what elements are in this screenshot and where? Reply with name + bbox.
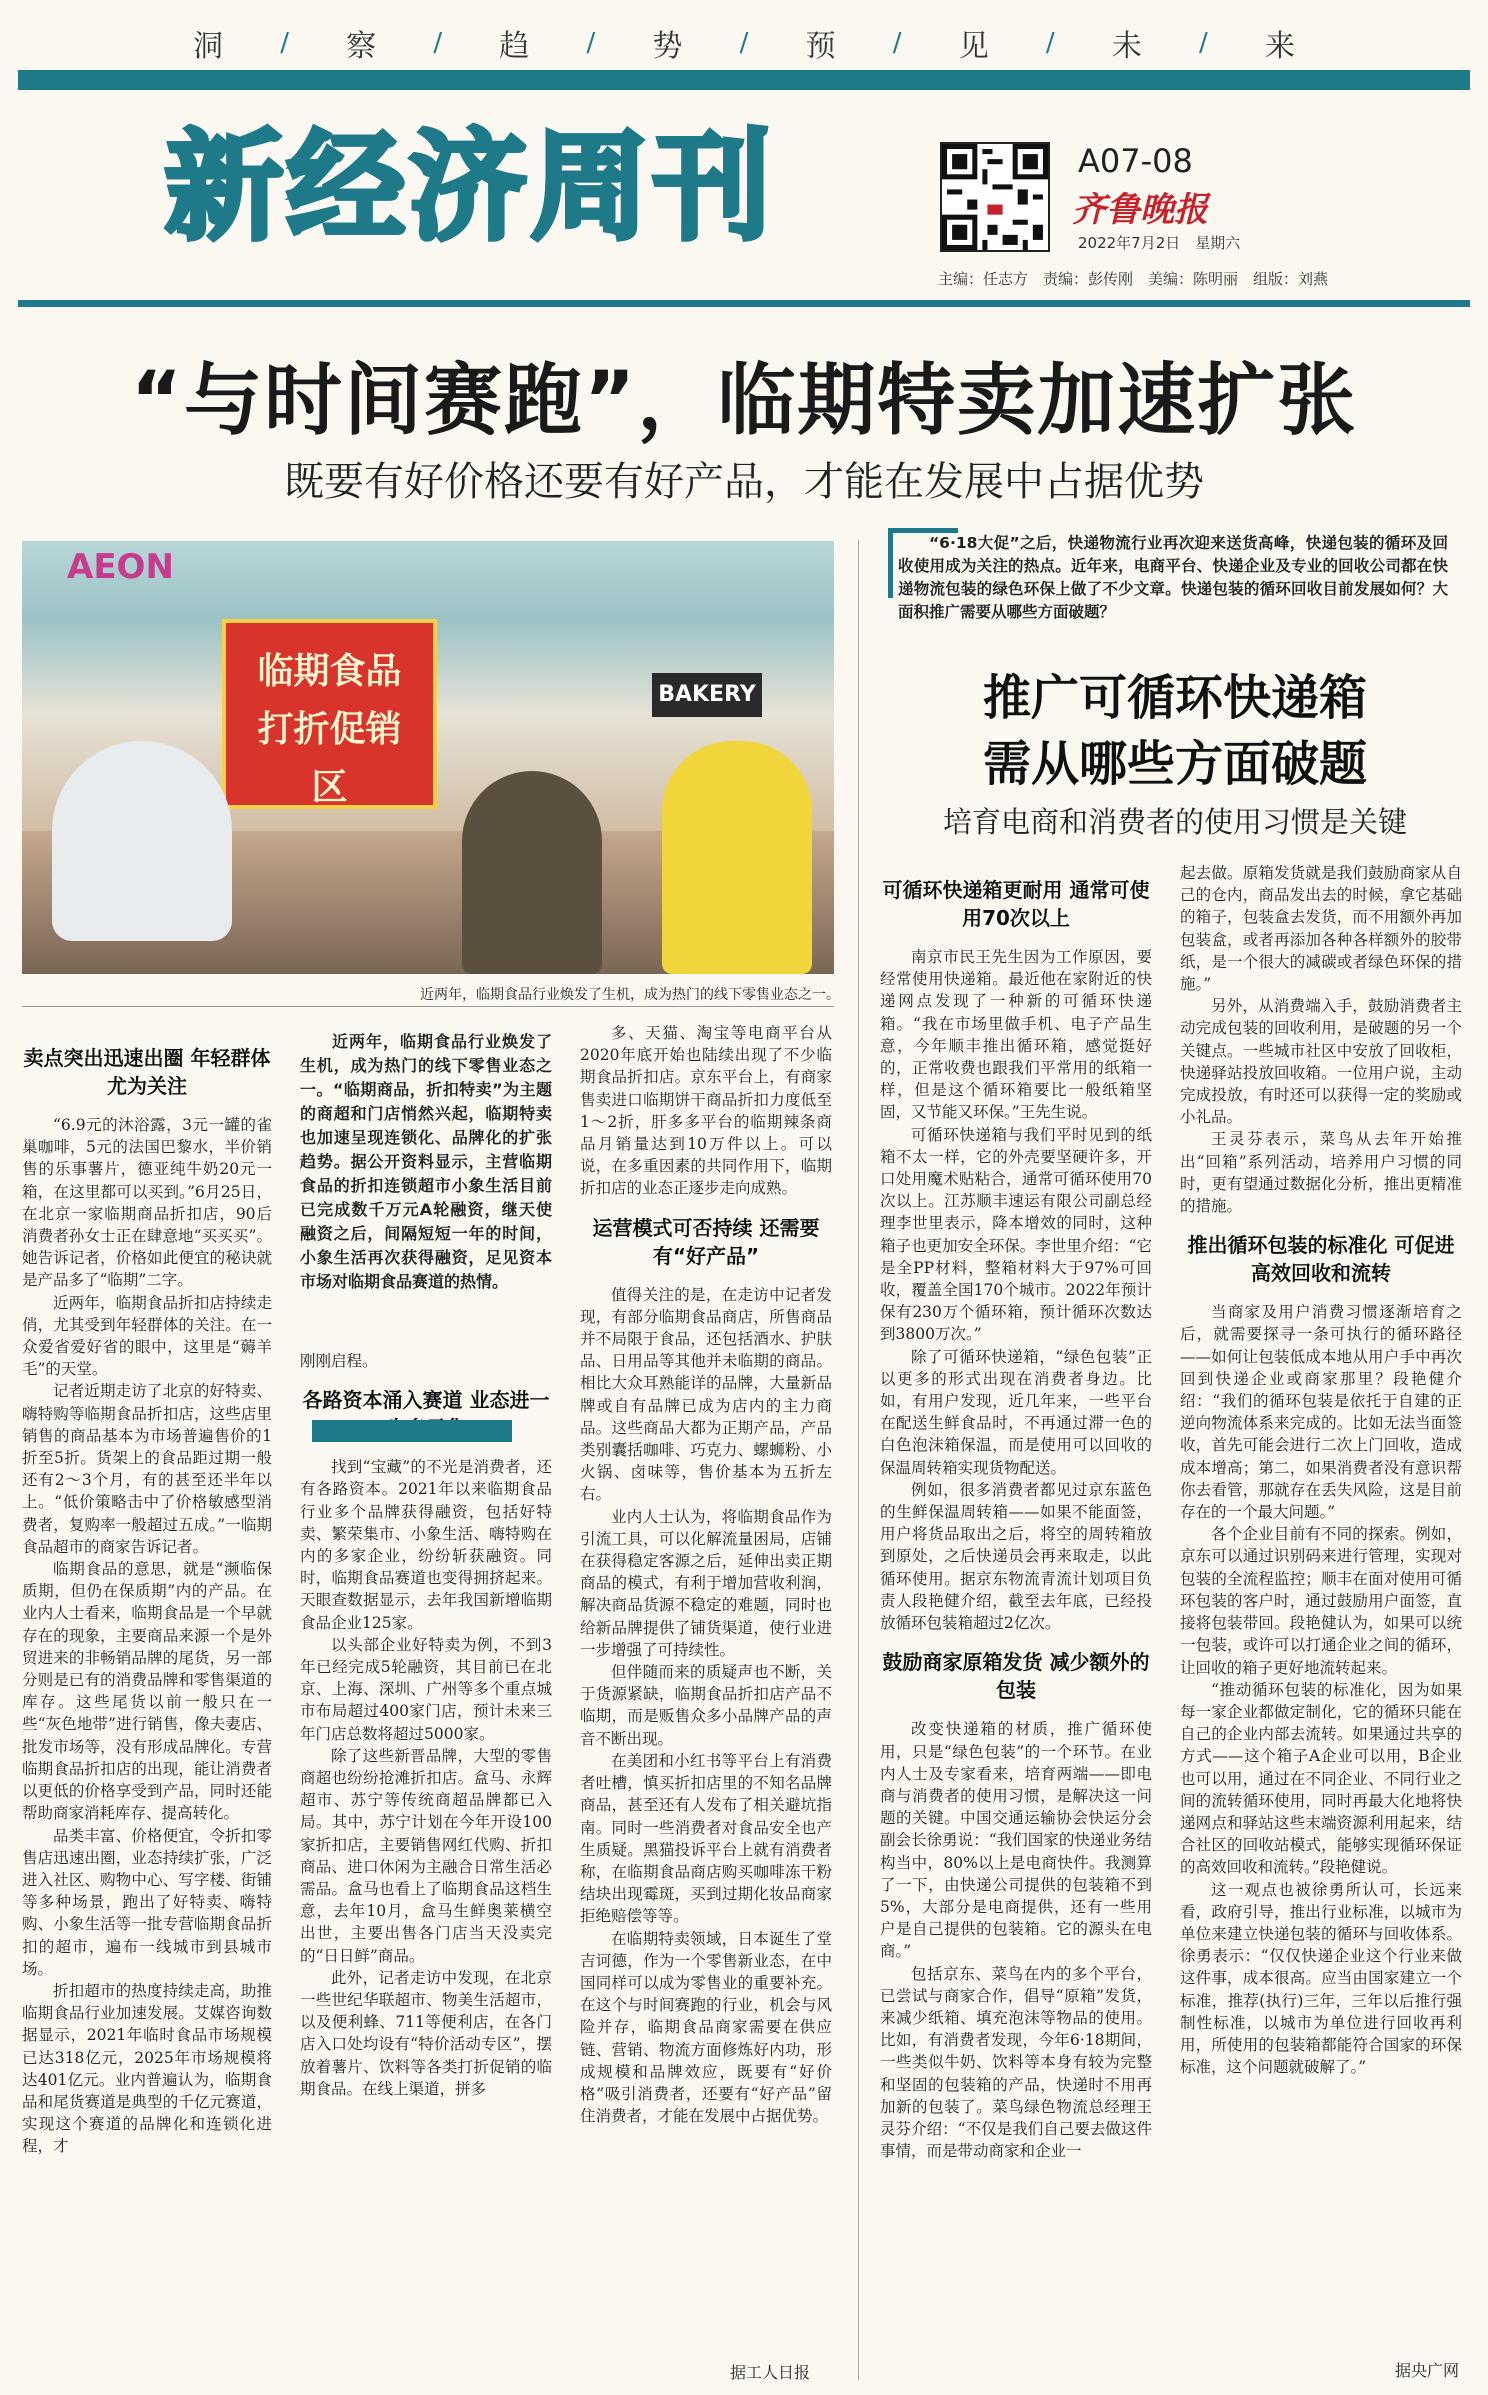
masthead-title: 新经济周刊 — [165, 118, 776, 256]
source-credit: 据工人日报 — [730, 2363, 811, 2382]
paragraph: 在临期特卖领域，日本诞生了堂吉诃德，作为一个零售新业态，在中国同样可以成为零售业的重要补充。在这个与时间赛跑的行业，机会与风险并存，临期食品商家需要在供应链、营销、物流方面修炼好内功，形成规模和品牌效应，既要有“好价格”吸引消费者，还要有“好产品”留住消费者，才能在发展中占据优势。 — [580, 1929, 832, 2126]
paragraph: 王灵芬表示，菜鸟从去年开始推出“回箱”系列活动，培养用户习惯的同时，更有望通过数据化分析，推出更精准的措施。 — [1180, 1130, 1462, 1216]
source-credit: 据央广网 — [1395, 2361, 1460, 2380]
shopper-figure — [662, 741, 812, 974]
paragraph: 找到“宝藏”的不光是消费者，还有各路资本。2021年以来临期食品行业多个品牌获得融资，包括好特卖、繁荣集市、小象生活、嗨特购在内的多家企业，纷纷斩获融资。同时，临期食品赛道也变得拥挤起来。天眼查数据显示，去年我国新增临期食品企业125家。 — [300, 1458, 552, 1632]
section-heading: 各路资本涌入赛道 业态进一 — [302, 1388, 550, 1413]
slogan-bar: 洞 / 察 / 趋 / 势 / 预 / 见 / 未 / 来 — [18, 18, 1470, 68]
paragraph: 业内人士认为，将临期食品作为引流工具，可以化解流量困局，店铺在获得稳定客源之后，延伸出卖正期商品的模式，有利于增加营收利润，解决商品货源不稳定的难题，同时也给新品牌提供了铺货渠道，使行业进一步增强了可持续性。 — [580, 1507, 832, 1659]
paragraph: 临期食品的意思，就是“濒临保质期，但仍在保质期”内的产品。在业内人士看来，临期食品是一个早就存在的现象，主要商品来源一个是外贸进来的非畅销品牌的尾货，另一部分则是已有的消费品牌和零售渠道的库存。这些尾货以前一般只在一些“灰色地带”进行销售，像夫妻店、批发市场等，没有形成品牌化。专营临期食品折扣店的出现，能让消费者以更低的价格享受到产品，同时还能帮助商家消耗库存、提高转化。 — [22, 1560, 272, 1823]
green-bar — [312, 1420, 512, 1442]
lead-column-3 — [580, 1022, 832, 2127]
paragraph: 刚刚启程。 — [300, 1352, 378, 1370]
slogan-char: 见 — [958, 29, 989, 64]
slogan-char: 势 — [652, 29, 683, 64]
qr-code-icon — [940, 142, 1050, 252]
headline-line: 推广可循环快递箱 — [982, 670, 1367, 726]
slogan-char: 趋 — [499, 29, 530, 64]
paragraph: 除了可循环快递箱，“绿色包装”正以更多的形式出现在消费者身边。比如，有用户发现，近几年来，一些平台在配送生鲜食品时，不再通过滞一色的白色泡沫箱保温，而是使用可以回收的保温周转箱实现货物配送。 — [880, 1347, 1152, 1477]
intro-accent — [888, 528, 893, 598]
paragraph: 但伴随而来的质疑声也不断，关于货源紧缺，临期食品折扣店产品不临期，而是贩售众多小品牌产品的声音不断出现。 — [580, 1663, 832, 1748]
lead-column-1 — [22, 1030, 272, 2158]
paragraph: 值得关注的是，在走访中记者发现，有部分临期食品商店，所售商品并不局限于食品，还包括酒水、护肤品、日用品等其他并未临期的商品。相比大众耳熟能详的品牌，大量新品牌或自有品牌已成为店内的主力商品。这些商品大都为正期产品，产品类别囊括咖啡、巧克力、螺蛳粉、小火锅、卤味等，售价基本为五折左右。 — [580, 1285, 832, 1504]
paragraph: 包括京东、菜鸟在内的多个平台，已尝试与商家合作，倡导“原箱”发货，来减少纸箱、填充泡沫等物品的使用。比如，有消费者发现，今年6·18期间，一些类似牛奶、饮料等本身有较为完整和坚固的包装箱的产品，快递时不用再加新的包装了。菜鸟绿色物流总经理王灵芬介绍：“不仅是我们自己要去做这件事情，而是带动商家和企业一 — [880, 1964, 1152, 2161]
caption-rule — [22, 1006, 834, 1007]
section-heading: 运营模式可否持续 还需要有“好产品” — [592, 1215, 820, 1268]
bakery-sign: BAKERY — [652, 673, 762, 717]
paragraph: “6.9元的沐浴露，3元一罐的雀巢咖啡，5元的法国巴黎水，半价销售的乐事薯片，德亚纯牛奶20元一箱，在这里都可以买到。”6月25日，在北京一家临期商品折扣店，90后消费者孙女士正在肆意地“买买买”。她告诉记者，价格如此便宜的秘诀就是产品多了“临期”二字。 — [22, 1116, 272, 1290]
issue-number: A07-08 — [1078, 142, 1193, 180]
promo-banner: 临期食品打折促销区 — [222, 619, 437, 809]
paragraph: 南京市民王先生因为工作原因，要经常使用快递箱。最近他在家附近的快递网点发现了一种新的可循环快递箱。“我在市场里做手机、电子产品生意，今年顺丰推出循环箱，感觉挺好的，正常收费也跟我们平常用的纸箱一样，但是这个循环箱要比一般纸箱坚固，又节能又环保。”王先生说。 — [880, 948, 1152, 1122]
newspaper-name: 齐鲁晚报 — [1072, 190, 1208, 230]
slogan-char: 预 — [805, 29, 836, 64]
headline-line: 需从哪些方面破题 — [982, 736, 1367, 792]
right-intro: “6·18大促”之后，快递物流行业再次迎来送货高峰，快递包装的循环及回收使用成为关注的热点。近年来，电商平台、快递企业及专业的回收公司都在快递物流包装的绿色环保上做了不少文章。快递包装的循环回收目前发展如何？大面积推广需要从哪些方面破题？ — [898, 534, 1448, 621]
issue-date: 2022年7月2日 星期六 — [1078, 234, 1241, 252]
lead-subheadline: 既要有好价格还要有好产品，才能在发展中占据优势 — [284, 459, 1204, 505]
right-column-2 — [1180, 862, 1462, 2078]
paragraph: 例如，很多消费者都见过京东蓝色的生鲜保温周转箱——如果不能面签，用户将货品取出之后，将空的周转箱放到原处，之后快递员会再来取走，以此循环使用。据京东物流青流计划项目负责人段艳健介绍，截至去年底，已经投放循环包装箱超过2亿次。 — [880, 1480, 1152, 1633]
right-column-1 — [880, 862, 1152, 2162]
right-subheadline: 培育电商和消费者的使用习惯是关键 — [942, 805, 1407, 839]
masthead-rule — [18, 300, 1470, 307]
paragraph: 以头部企业好特卖为例，不到3年已经完成5轮融资，其目前已在北京、上海、深圳、广州等多个重点城市布局超过400家门店，预计未来三年门店总数将超过5000家。 — [300, 1635, 552, 1743]
photo-caption: 近两年，临期食品行业焕发了生机，成为热门的线下零售业态之一。 — [420, 987, 840, 1003]
lead-column-2 — [300, 1030, 552, 2100]
slogan-char: 洞 — [193, 29, 223, 64]
column-divider — [858, 540, 859, 2380]
paragraph: 起去做。原箱发货就是我们鼓励商家从自己的仓内，商品发出去的时候，拿它基础的箱子，包装盒去发货，而不用额外再加包装盒，或者再添加各种各样额外的胶带纸，是一个很大的减碳或者绿色环保的措施。” — [1180, 864, 1462, 994]
paragraph: 近两年，临期食品折扣店持续走俏，尤其受到年轻群体的关注。在一众爱省爱好省的眼中，这里是“薅羊毛”的天堂。 — [22, 1293, 272, 1379]
paragraph: 各个企业目前有不同的探索。例如，京东可以通过识别码来进行管理，实现对包装的全流程监控；顺丰在面对使用可循环包装的客户时，通过鼓励用户面签，直接将包装带回。段艳健认为，如果可以统一包装，或许可以打通企业之间的循环，让回收的箱子更好地流转起来。 — [1180, 1525, 1462, 1677]
paragraph: “推动循环包装的标准化，因为如果每一家企业都做定制化，它的循环只能在自己的企业内部去流转。如果通过共享的方式——这个箱子A企业可以用，B企业也可以用，通过在不同企业、不同行业之间的流转循环使用，同时再最大化地将快递网点和驿站这些末端资源利用起来，结合社区的回收站模式，能够实现循环保证的高效回收和流转。”段艳健说。 — [1180, 1680, 1462, 1877]
lead-headline: “与时间赛跑”，临期特卖加速扩张 — [130, 356, 1358, 446]
paragraph: 记者近期走访了北京的好特卖、嗨特购等临期食品折扣店，这些店里销售的商品基本为市场普遍售价的1折至5折。货架上的食品距过期一般还有2～3个月，有的甚至还半年以上。“低价策略击中了价格敏感型消费者，复购率一般超过五成。”一临期食品超市的商家告诉记者。 — [22, 1382, 272, 1556]
paragraph: 可循环快递箱与我们平时见到的纸箱不太一样，它的外壳要坚硬许多，开口处用魔术贴粘合，通常可循环使用70次以上。江苏顺丰速运有限公司副总经理李世里表示，降本增效的同时，这种箱子也更加安全环保。李世里介绍：“它是全PP材料，整箱材料大于97%可回收，覆盖全国170个城市。2022年预计保有230万个循环箱，预计循环次数达到3800万次。” — [880, 1125, 1152, 1344]
section-heading: 可循环快递箱更耐用 通常可使用70次以上 — [882, 878, 1150, 930]
paragraph: 除了这些新晋品牌，大型的零售商超也纷纷抢滩折扣店。盒马、永辉超市、苏宁等传统商超品牌都已入局。其中，苏宁计划在今年开设100家折扣店，主要销售网红代购、折扣商品、进口休闲为主融合日常生活必需品。盒马也看上了临期食品这档生意，去年10月，盒马生鲜奥莱横空出世，主要出售各门店当天没卖完的“日日鲜”商品。 — [300, 1746, 552, 1965]
section-heading: 鼓励商家原箱发货 减少额外的包装 — [882, 1650, 1150, 1703]
paragraph: 折扣超市的热度持续走高，助推临期食品行业加速发展。艾媒咨询数据显示，2021年临时食品市场规模已达318亿元，2025年市场规模将达401亿元。业内普遍认为，临期食品和尾货赛道是典型的千亿元赛道，实现这个赛道的品牌化和连锁化进程，才 — [22, 1981, 272, 2156]
slogan-char: 察 — [346, 29, 377, 64]
store-sign: AEON — [67, 547, 174, 587]
shopper-figure — [462, 771, 602, 974]
header-rule — [18, 70, 1470, 90]
slogan-char: 来 — [1264, 29, 1295, 64]
right-headline — [890, 665, 1460, 797]
paragraph: 多、天猫、淘宝等电商平台从2020年底开始也陆续出现了不少临期食品折扣店。京东平台上，有商家售卖进口临期饼干商品折扣力度低至1～2折，肝多多平台的临期辣条商品月销量达到10万件以上。可以说，在多重因素的共同作用下，临期折扣店的业态正逐步走向成熟。 — [580, 1024, 832, 1198]
paragraph: 当商家及用户消费习惯逐渐培育之后，就需要探寻一条可执行的循环路径——如何让包装低成本地从用户手中再次回到快递企业或商家那里？段艳健介绍：“我们的循环包装是依托于自建的正逆向物流体系来完成的。比如无法当面签收，首先可能会进行二次上门回收，造成成本增高；第二，如果消费者没有意识帮你去看管，那就存在丢失风险，这是目前存在的一个最大问题。” — [1180, 1303, 1462, 1522]
shopper-figure — [52, 741, 232, 941]
section-heading: 推出循环包装的标准化 可促进高效回收和流转 — [1187, 1233, 1455, 1286]
paragraph: 改变快递箱的材质，推广循环使用，只是“绿色包装”的一个环节。在业内人士及专家看来，培育两端——即电商与消费者的使用习惯，是解决这一问题的关键。中国交通运输协会快运分会副会长徐勇说：“我们国家的快递业务结构当中，80%以上是电商快件。我测算了一下，由快递公司提供的包装箱不到5%，大部分是电商提供，还有一些用户是自己提供的包装箱。它的源头在电商。” — [880, 1720, 1152, 1961]
paragraph: 这一观点也被徐勇所认可，长远来看，政府引导，推出行业标准，以城市为单位来建立快递包装的循环与回收体系。徐勇表示：“仅仅快递企业这个行业来做这件事，成本很高。应当由国家建立一个标准，推荐(执行)三年，三年以后推行强制性标准，以城市为单位进行回收再利用，所使用的包装箱都能符合国家的环保标准，这个问题就破解了。” — [1180, 1880, 1462, 2077]
slogan-char: 未 — [1111, 29, 1142, 64]
lead-summary: 近两年，临期食品行业焕发了生机，成为热门的线下零售业态之一。“临期商品，折扣特卖”为主题的商超和门店悄然兴起，临期特卖也加速呈现连锁化、品牌化的扩张趋势。据公开资料显示，主营临期食品的折扣连锁超市小象生活目前已完成数千万元A轮融资，继天使融资之后，间隔短短一年的时间，小象生活再次获得融资，足见资本市场对临期食品赛道的热情。 — [300, 1032, 552, 1291]
paragraph: 另外，从消费端入手，鼓励消费者主动完成包装的回收利用，是破题的另一个关键点。一些城市社区中安放了回收柜，快递驿站投放回收箱。一位用户说，主动完成投放，有时还可以获得一定的奖励或小礼品。 — [1180, 997, 1462, 1127]
paragraph: 品类丰富、价格便宜，令折扣零售店迅速出圈，业态持续扩张，广泛进入社区、购物中心、写字楼、街铺等多种场景，跑出了好特卖、嗨特购、小象生活等一批专营临期食品折扣的超市，遍布一线城市到县城市场。 — [22, 1826, 272, 1978]
paragraph: 此外，记者走访中发现，在北京一些世纪华联超市、物美生活超市，以及便利蜂、711等便利店，在各门店入口处均设有“特价活动专区”，摆放着薯片、饮料等各类打折促销的临期食品。在线上渠道，拼多 — [300, 1968, 552, 2098]
store-photo — [22, 541, 834, 974]
paragraph: 在美团和小红书等平台上有消费者吐槽，慎买折扣店里的不知名品牌商品，甚至还有人发布了相关避坑指南。同时一些消费者对食品安全也产生质疑。黑猫投诉平台上就有消费者称，在临期食品商店购买咖啡冻干粉结块出现霉斑，买到过期化妆品商家拒绝赔偿等等。 — [580, 1751, 832, 1926]
section-heading: 卖点突出迅速出圈 年轻群体尤为关注 — [23, 1046, 271, 1098]
editor-credits: 主编：任志方 责编：彭传刚 美编：陈明丽 组版：刘燕 — [938, 270, 1329, 288]
